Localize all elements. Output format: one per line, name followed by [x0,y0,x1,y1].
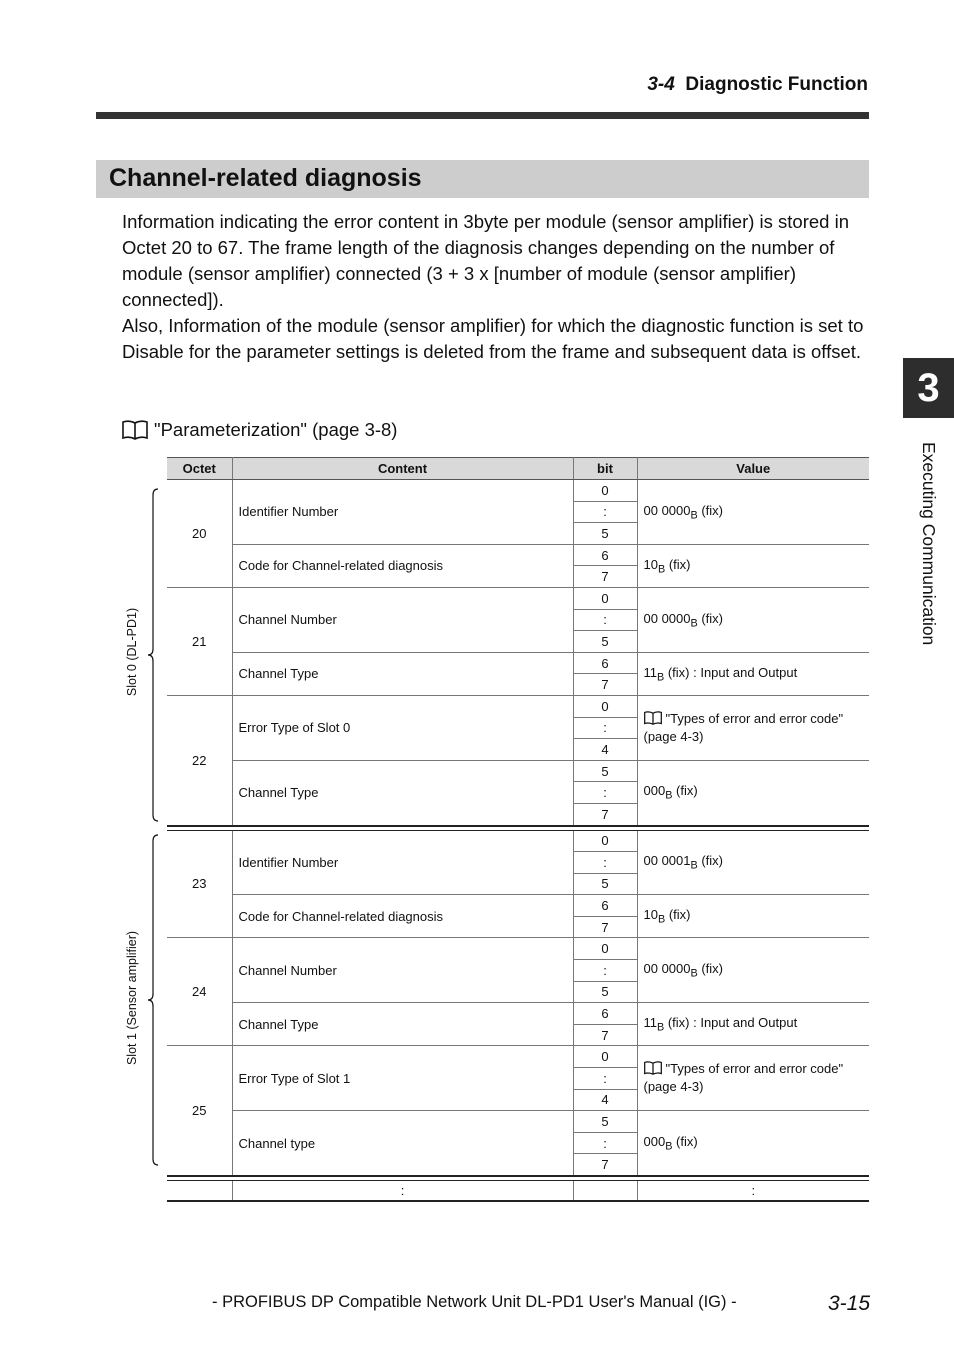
table-row [167,695,869,717]
bit-cell: 0 [573,480,637,502]
value-base: B [665,789,673,802]
section-heading-bar [96,160,869,198]
value-text: 11 [643,664,657,680]
bit-cell: 6 [573,1003,637,1025]
bit-cell: 5 [573,873,637,895]
value-base: B [690,617,698,630]
value-text: 00 0000 [643,610,691,626]
content-cell: Identifier Number [232,830,573,895]
octet-cell: 24 [167,938,232,1046]
octet-cell: 22 [167,695,232,825]
value-suffix: (fix) : Input and Output [664,1015,798,1031]
octet-cell [167,1181,232,1202]
bit-cell: 6 [573,652,637,674]
slot1-brace [146,834,160,1166]
bit-cell: : [573,1132,637,1154]
value-text: 000 [643,1133,666,1149]
table-row [167,938,869,960]
book-icon [644,1061,662,1075]
content-cell: Channel Number [232,587,573,652]
bit-cell: : [573,609,637,631]
value-cell [637,652,869,695]
bit-cell: 0 [573,1046,637,1068]
chapter-side-label: Executing Communication [919,442,939,646]
bit-cell: 5 [573,981,637,1003]
bit-cell: 0 [573,587,637,609]
value-cell [637,938,869,1003]
table-row [167,760,869,782]
ellipsis-row [167,1181,869,1202]
value-cell [637,544,869,587]
value-base: B [690,967,698,980]
value-suffix: (fix) [697,610,724,626]
value-base: B [657,671,665,684]
bit-cell: 7 [573,1154,637,1176]
value-cell [637,895,869,938]
content-cell: Channel Type [232,1003,573,1046]
bit-cell: 5 [573,523,637,545]
bit-cell: 4 [573,739,637,761]
bit-cell: : [573,782,637,804]
value-cell [637,1003,869,1046]
chapter-tab: 3 [903,358,954,418]
value-suffix: (fix) [697,502,724,518]
value-suffix: (fix) [697,853,724,869]
value-cell: : [637,1181,869,1202]
value-text: 00 0000 [643,961,691,977]
octet-cell: 21 [167,587,232,695]
value-reference-cell[interactable] [637,695,869,760]
bit-cell: 0 [573,830,637,852]
value-cell [637,1111,869,1176]
value-suffix: (fix) [672,783,698,799]
value-text: 10 [643,907,658,923]
header-content: Content [232,458,573,480]
bit-cell: : [573,852,637,874]
parameterization-reference[interactable] [122,419,397,441]
value-text: 10 [643,556,658,572]
bit-cell: 7 [573,566,637,588]
bit-cell [573,1181,637,1202]
content-cell: Identifier Number [232,480,573,545]
value-text: 000 [643,783,666,799]
value-text: 11 [643,1015,657,1031]
table-row [167,480,869,502]
header-octet: Octet [167,458,232,480]
content-cell: Error Type of Slot 0 [232,695,573,760]
table-row [167,544,869,566]
table-row [167,587,869,609]
bit-cell: 7 [573,674,637,696]
bit-cell: : [573,717,637,739]
slot1-label: Slot 1 (Sensor amplifier) [125,930,139,1066]
content-cell: Channel Type [232,760,573,825]
page-number: 3-15 [828,1292,871,1315]
octet-cell: 20 [167,480,232,588]
value-cell [637,587,869,652]
bit-cell: 7 [573,916,637,938]
reference-page: (page 4-3) [643,728,704,744]
content-cell: Channel Number [232,938,573,1003]
bit-cell: 6 [573,544,637,566]
bit-cell: 0 [573,938,637,960]
header-bit: bit [573,458,637,480]
value-cell [637,480,869,545]
octet-cell: 25 [167,1046,232,1176]
value-suffix: (fix) : Input and Output [664,664,798,680]
value-text: 00 0000 [643,502,691,518]
bit-cell: 7 [573,1024,637,1046]
table-row [167,1111,869,1133]
value-base: B [665,1140,673,1153]
table-row [167,1003,869,1025]
value-cell [637,830,869,895]
content-cell: : [232,1181,573,1202]
reference-text: "Parameterization" (page 3-8) [154,419,398,440]
reference-page: (page 4-3) [643,1079,704,1095]
value-text: 00 0001 [643,853,691,869]
running-header [647,74,868,96]
header-value: Value [637,458,869,480]
book-icon [122,420,148,440]
value-suffix: (fix) [697,961,724,977]
value-base: B [657,913,666,926]
table-row [167,652,869,674]
bit-cell: 4 [573,1089,637,1111]
value-suffix: (fix) [665,556,691,572]
bit-cell: : [573,1068,637,1090]
bit-cell: : [573,960,637,982]
bit-cell: 5 [573,631,637,653]
bit-cell: 5 [573,1111,637,1133]
value-suffix: (fix) [672,1133,698,1149]
section-title: Channel-related diagnosis [109,164,422,192]
table-end-rule [167,1201,869,1205]
value-base: B [657,563,666,576]
reference-title: "Types of error and error code" [665,710,844,726]
content-cell: Channel type [232,1111,573,1176]
value-base: B [657,1021,665,1034]
table-row [167,1046,869,1068]
book-icon [644,711,662,725]
section-header-title: Diagnostic Function [685,74,868,95]
bit-cell: 6 [573,895,637,917]
paragraph-2: Also, Information of the module (sensor amplifier) for which the diagnostic function is set to Disable for the parameter settings is deleted from the frame and subsequent data is offset. [122,315,864,363]
octet-cell: 23 [167,830,232,938]
section-number: 3-4 [647,74,675,95]
table-header-row [167,458,869,480]
value-cell [637,760,869,825]
bit-cell: : [573,501,637,523]
content-cell: Code for Channel-related diagnosis [232,895,573,938]
slot0-brace [146,488,160,822]
value-base: B [690,509,698,522]
channel-diagnosis-table [167,457,869,1205]
content-cell: Code for Channel-related diagnosis [232,544,573,587]
header-rule [96,112,869,119]
bit-cell: 7 [573,803,637,825]
slot0-label: Slot 0 (DL-PD1) [125,607,139,697]
reference-title: "Types of error and error code" [665,1061,844,1077]
value-reference-cell[interactable] [637,1046,869,1111]
content-cell: Channel Type [232,652,573,695]
body-text [122,209,882,366]
bit-cell: 0 [573,695,637,717]
table-row [167,830,869,852]
value-base: B [690,859,698,872]
content-cell: Error Type of Slot 1 [232,1046,573,1111]
table-row [167,895,869,917]
bit-cell: 5 [573,760,637,782]
value-suffix: (fix) [665,907,691,923]
paragraph-1: Information indicating the error content in 3byte per module (sensor amplifier) is stored in Octet 20 to 67. The frame length of the diagnosis changes depending on the number of module (sensor amplifier) connected (3 + 3 x [number of module (sensor amplifier) connected]). [122,211,849,311]
footer-manual-title: - PROFIBUS DP Compatible Network Unit DL-PD1 User's Manual (IG) - [212,1293,737,1311]
